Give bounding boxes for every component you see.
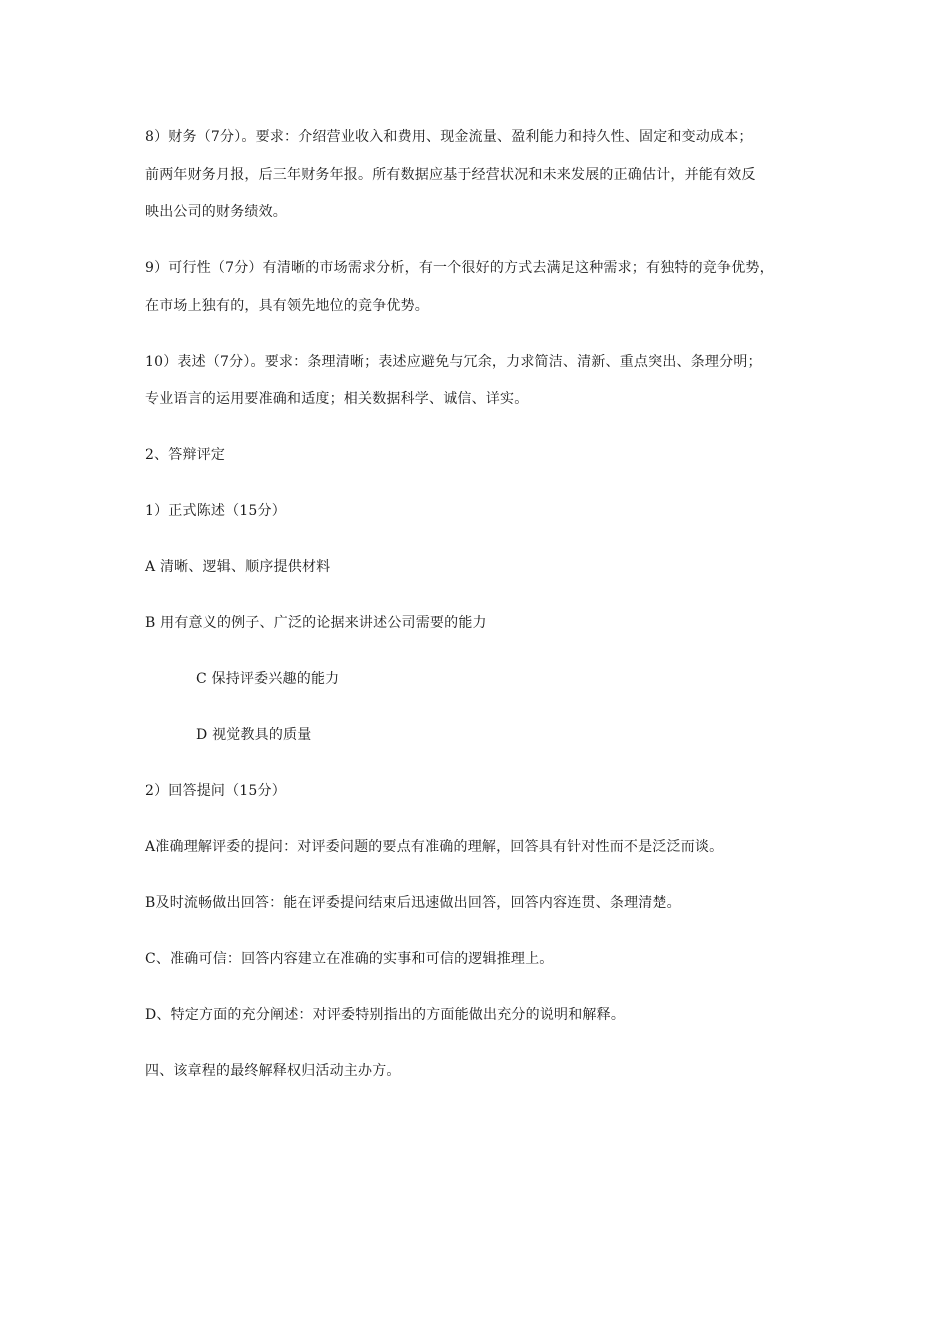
finance-criterion-line-2: 前两年财务月报，后三年财务年报。所有数据应基于经营状况和未来发展的正确估计，并能有效反 xyxy=(145,167,756,183)
feasibility-criterion-line-2: 在市场上独有的，具有领先地位的竞争优势。 xyxy=(145,298,429,314)
finance-criterion-line-1: 8）财务（7分）。要求：介绍营业收入和费用、现金流量、盈利能力和持久性、固定和变动成本； xyxy=(145,129,753,145)
qa-heading: 2）回答提问（15分） xyxy=(145,783,286,799)
statement-item-c: C 保持评委兴趣的能力 xyxy=(196,671,340,687)
qa-item-a: A准确理解评委的提问：对评委问题的要点有准确的理解，回答具有针对性而不是泛泛而谈。 xyxy=(145,839,724,855)
finance-criterion-line-3: 映出公司的财务绩效。 xyxy=(145,204,287,220)
feasibility-criterion-line-1: 9）可行性（7分）有清晰的市场需求分析，有一个很好的方式去满足这种需求；有独特的竞争优势， xyxy=(145,260,774,276)
statement-item-d: D 视觉教具的质量 xyxy=(196,727,312,743)
statement-item-a: A 清晰、逻辑、顺序提供材料 xyxy=(145,559,331,575)
qa-item-d: D、特定方面的充分阐述：对评委特别指出的方面能做出充分的说明和解释。 xyxy=(145,1007,626,1023)
statement-item-b: B 用有意义的例子、广泛的论据来讲述公司需要的能力 xyxy=(145,615,487,631)
presentation-criterion-line-1: 10）表述（7分）。要求：条理清晰；表述应避免与冗余，力求简洁、清新、重点突出、条理分明； xyxy=(145,354,762,370)
qa-item-c: C、准确可信：回答内容建立在准确的实事和可信的逻辑推理上。 xyxy=(145,951,554,967)
presentation-criterion-line-2: 专业语言的运用要准确和适度；相关数据科学、诚信、详实。 xyxy=(145,391,529,407)
final-interpretation-clause: 四、该章程的最终解释权归活动主办方。 xyxy=(145,1063,401,1079)
qa-item-b: B及时流畅做出回答：能在评委提问结束后迅速做出回答，回答内容连贯、条理清楚。 xyxy=(145,895,681,911)
defense-evaluation-heading: 2、答辩评定 xyxy=(145,447,226,463)
formal-statement-heading: 1）正式陈述（15分） xyxy=(145,503,286,519)
